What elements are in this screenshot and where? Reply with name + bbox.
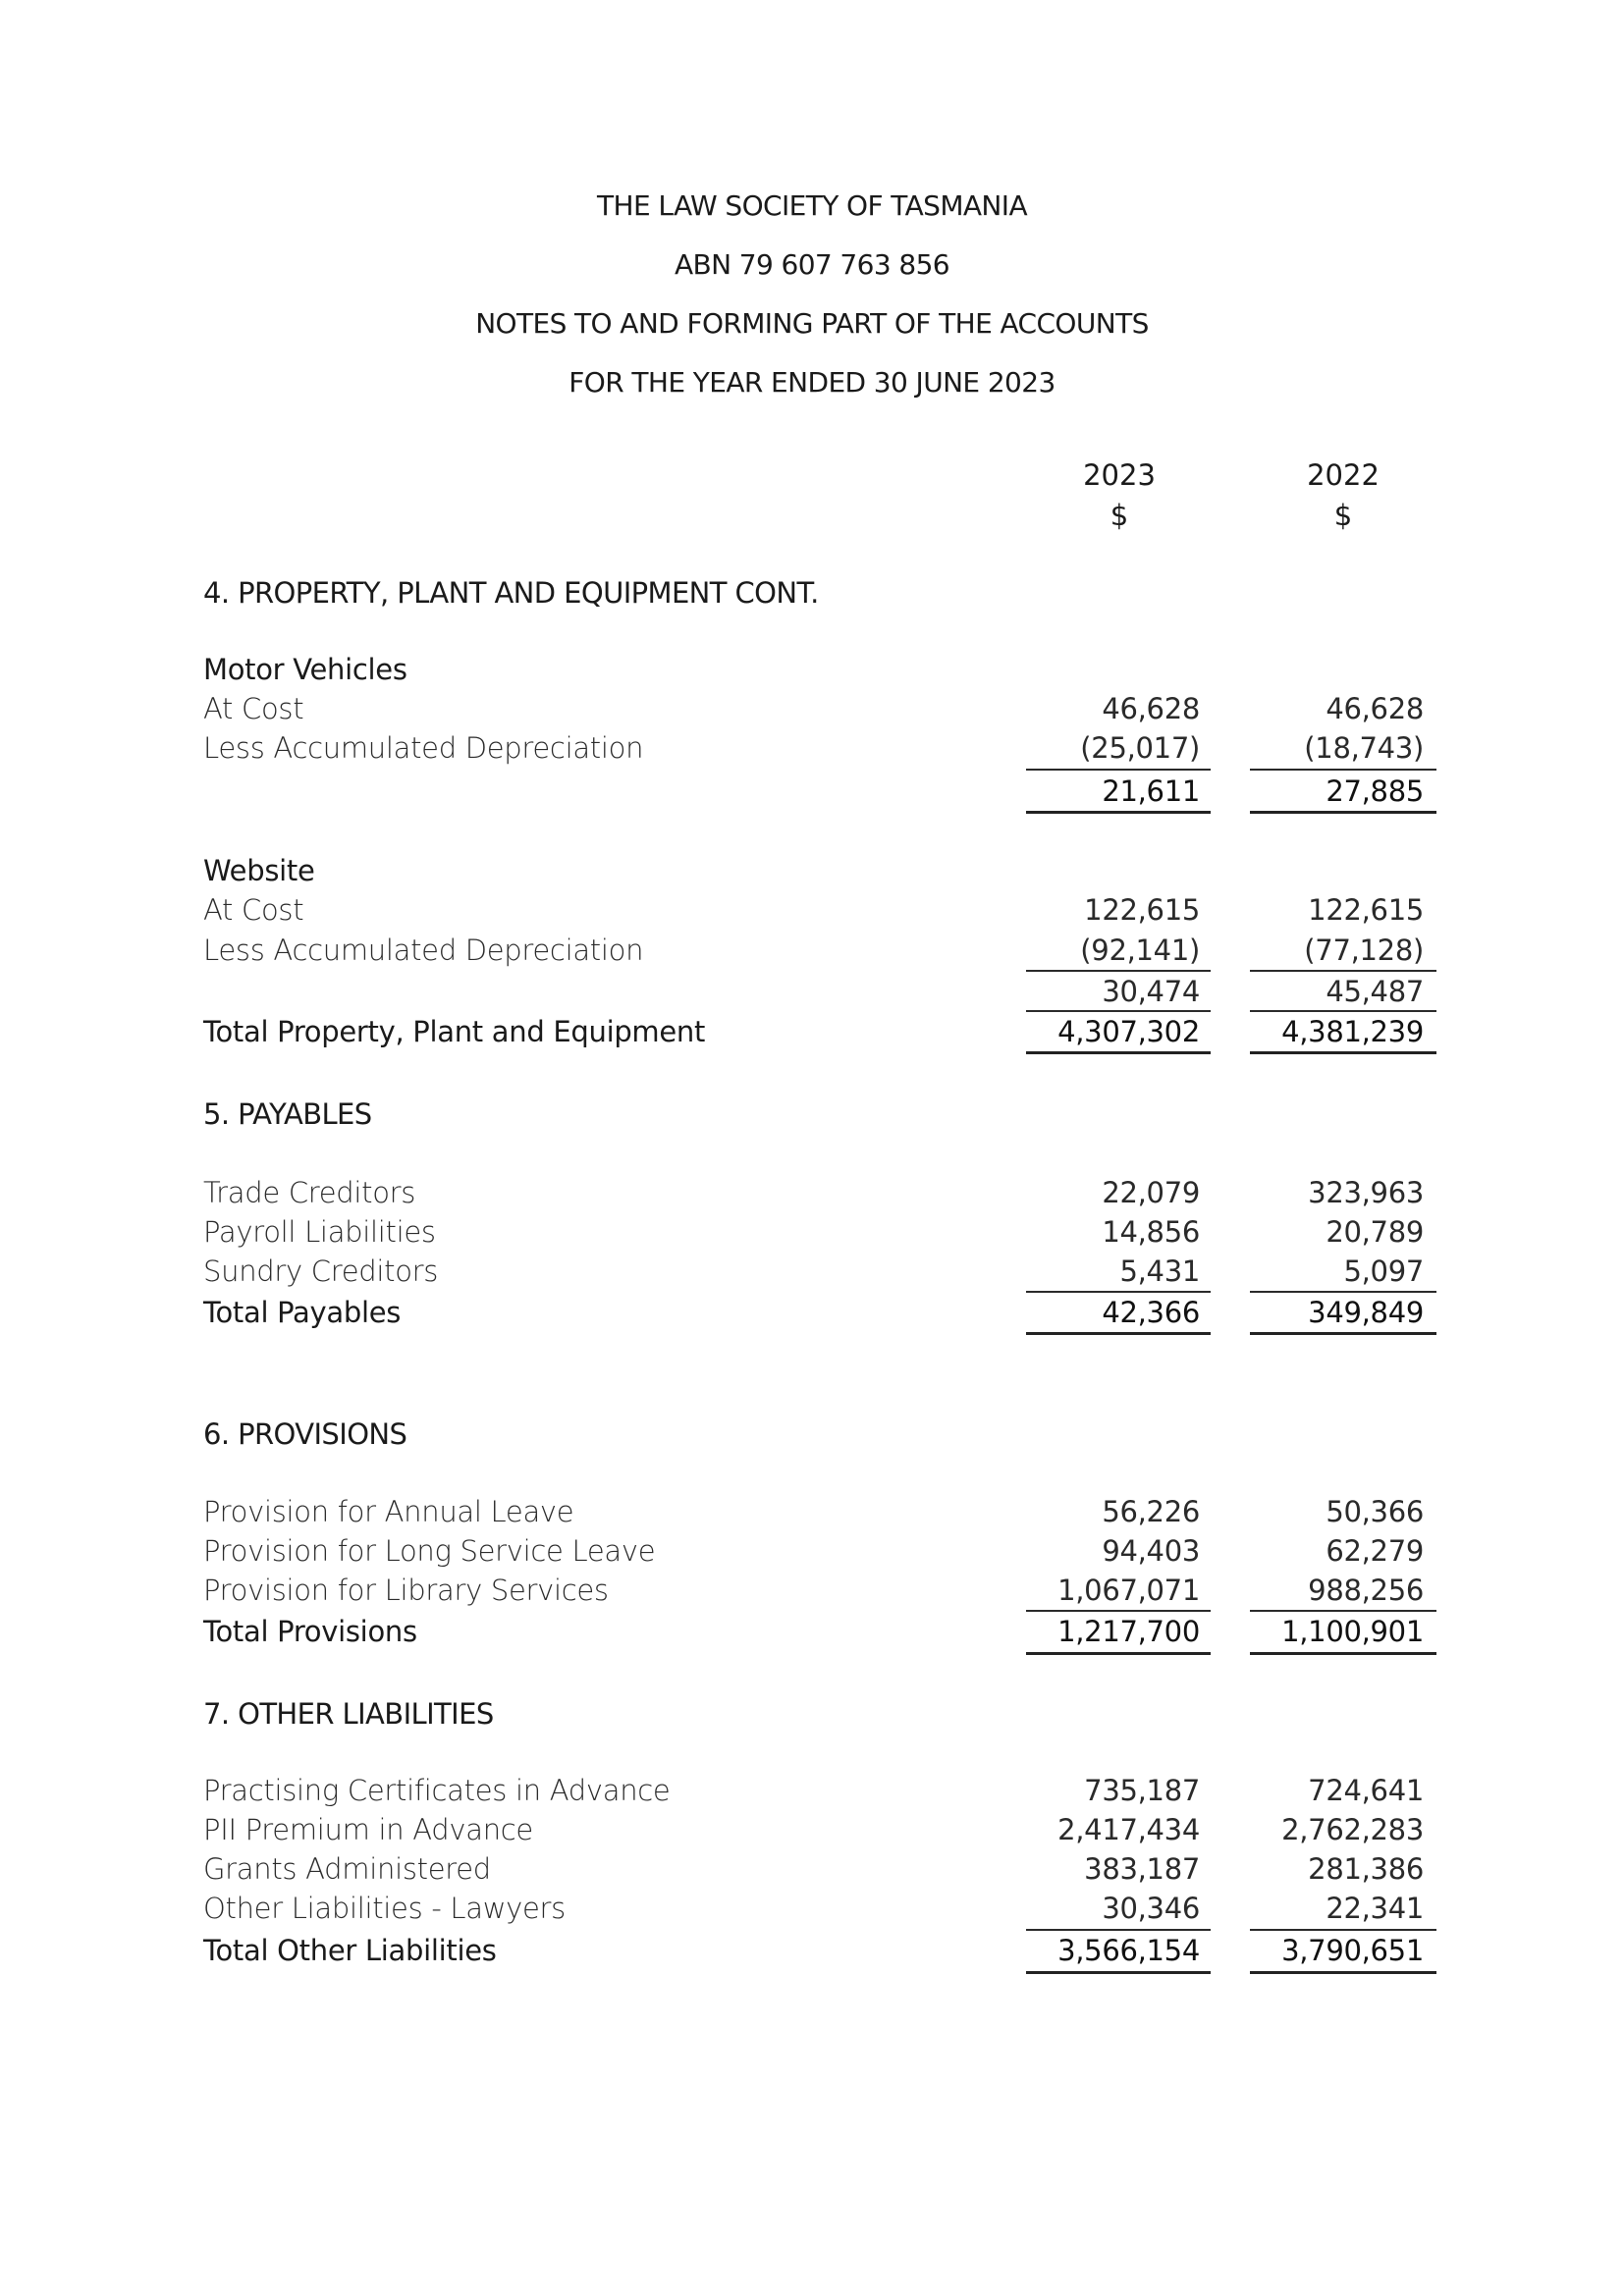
abn: ABN 79 607 763 856 xyxy=(674,248,950,281)
row-label: At Cost xyxy=(203,692,304,725)
table-row xyxy=(0,1533,1624,1573)
row-label: Practising Certificates in Advance xyxy=(203,1774,671,1807)
row-label: Other Liabilities - Lawyers xyxy=(203,1892,566,1925)
value-2023: 46,628 xyxy=(1102,692,1200,725)
subtotal-rule xyxy=(1250,970,1436,972)
row-label: At Cost xyxy=(203,893,304,927)
website-at-cost-row xyxy=(0,892,1624,932)
subtotal-rule xyxy=(1026,1291,1211,1293)
subtotal-rule xyxy=(1026,1010,1211,1012)
website-heading-row xyxy=(0,853,1624,892)
total-rule xyxy=(1250,1652,1436,1655)
value-2022: 20,789 xyxy=(1326,1215,1424,1249)
subtotal-rule xyxy=(1026,1610,1211,1612)
value-2023: 30,474 xyxy=(1102,975,1200,1008)
table-row xyxy=(0,1812,1624,1851)
total-rule xyxy=(1026,1971,1211,1974)
total-rule xyxy=(1250,811,1436,814)
row-label: Total Property, Plant and Equipment xyxy=(203,1015,706,1048)
row-label: Trade Creditors xyxy=(203,1176,416,1209)
total-rule xyxy=(1026,1652,1211,1655)
table-row xyxy=(0,1851,1624,1891)
row-label: Provision for Annual Leave xyxy=(203,1495,574,1528)
row-label: Payroll Liabilities xyxy=(203,1215,436,1249)
value-2022: 281,386 xyxy=(1308,1852,1424,1886)
subtotal-rule xyxy=(1250,1010,1436,1012)
value-2023: 94,403 xyxy=(1102,1534,1200,1568)
value-2023: 30,346 xyxy=(1102,1892,1200,1925)
value-2023: (25,017) xyxy=(1080,731,1200,765)
subtotal-rule xyxy=(1026,1929,1211,1931)
subtotal-rule xyxy=(1026,769,1211,771)
motor-at-cost-row xyxy=(0,691,1624,730)
value-2022: 22,341 xyxy=(1326,1892,1424,1925)
table-row xyxy=(0,1254,1624,1293)
value-2022: 46,628 xyxy=(1326,692,1424,725)
value-2023: 735,187 xyxy=(1084,1774,1200,1807)
section-7-title: 7. OTHER LIABILITIES xyxy=(203,1697,494,1731)
value-2023: 5,431 xyxy=(1119,1255,1200,1288)
motor-net-row xyxy=(0,774,1624,813)
value-2023: 2,417,434 xyxy=(1057,1813,1200,1846)
table-row xyxy=(0,1573,1624,1612)
subtotal-rule xyxy=(1250,1610,1436,1612)
motor-depreciation-row xyxy=(0,730,1624,770)
row-label: Total Payables xyxy=(203,1296,402,1329)
value-2023: 42,366 xyxy=(1102,1296,1200,1329)
value-2022: (77,128) xyxy=(1304,934,1424,967)
value-2022: 45,487 xyxy=(1326,975,1424,1008)
value-2022: (18,743) xyxy=(1304,731,1424,765)
total-other-liabilities-row xyxy=(0,1933,1624,1972)
value-2023: (92,141) xyxy=(1080,934,1200,967)
value-2023: 22,079 xyxy=(1102,1176,1200,1209)
value-2022: 62,279 xyxy=(1326,1534,1424,1568)
total-rule xyxy=(1026,811,1211,814)
value-2022: 50,366 xyxy=(1326,1495,1424,1528)
row-label: Grants Administered xyxy=(203,1852,491,1886)
value-2023: 383,187 xyxy=(1084,1852,1200,1886)
value-2023: 4,307,302 xyxy=(1057,1015,1200,1048)
total-provisions-row xyxy=(0,1614,1624,1653)
table-row xyxy=(0,1214,1624,1254)
value-2022: 1,100,901 xyxy=(1281,1615,1424,1648)
value-2023: 21,611 xyxy=(1102,774,1200,808)
value-2022: 323,963 xyxy=(1308,1176,1424,1209)
value-2023: 56,226 xyxy=(1102,1495,1200,1528)
value-2022: 4,381,239 xyxy=(1281,1015,1424,1048)
row-label: Less Accumulated Depreciation xyxy=(203,731,644,765)
section-5-title: 5. PAYABLES xyxy=(203,1097,372,1131)
value-2022: 27,885 xyxy=(1326,774,1424,808)
column-year-2022: 2022 xyxy=(1307,458,1380,492)
website-heading: Website xyxy=(203,854,315,887)
total-rule xyxy=(1026,1051,1211,1054)
row-label: Sundry Creditors xyxy=(203,1255,439,1288)
value-2023: 122,615 xyxy=(1084,893,1200,927)
value-2022: 724,641 xyxy=(1308,1774,1424,1807)
total-rule xyxy=(1250,1971,1436,1974)
section-4-title: 4. PROPERTY, PLANT AND EQUIPMENT CONT. xyxy=(203,576,819,610)
value-2022: 2,762,283 xyxy=(1281,1813,1424,1846)
value-2023: 14,856 xyxy=(1102,1215,1200,1249)
subtotal-rule xyxy=(1026,970,1211,972)
row-label: Provision for Long Service Leave xyxy=(203,1534,656,1568)
row-label: Total Other Liabilities xyxy=(203,1934,497,1967)
value-2022: 5,097 xyxy=(1343,1255,1424,1288)
website-net-row xyxy=(0,974,1624,1013)
subtotal-rule xyxy=(1250,1929,1436,1931)
value-2023: 3,566,154 xyxy=(1057,1934,1200,1967)
table-row xyxy=(0,1773,1624,1812)
table-row xyxy=(0,1891,1624,1930)
row-label: PII Premium in Advance xyxy=(203,1813,533,1846)
value-2022: 122,615 xyxy=(1308,893,1424,927)
table-row xyxy=(0,1494,1624,1533)
value-2022: 349,849 xyxy=(1308,1296,1424,1329)
row-label: Total Provisions xyxy=(203,1615,417,1648)
value-2022: 3,790,651 xyxy=(1281,1934,1424,1967)
total-rule xyxy=(1250,1332,1436,1335)
website-depreciation-row xyxy=(0,933,1624,972)
value-2023: 1,067,071 xyxy=(1057,1574,1200,1607)
subtotal-rule xyxy=(1250,769,1436,771)
row-label: Less Accumulated Depreciation xyxy=(203,934,644,967)
column-currency-2023: $ xyxy=(1110,499,1129,532)
motor-vehicles-heading: Motor Vehicles xyxy=(203,653,407,686)
value-2023: 1,217,700 xyxy=(1057,1615,1200,1648)
total-payables-row xyxy=(0,1295,1624,1334)
period-title: FOR THE YEAR ENDED 30 JUNE 2023 xyxy=(568,366,1056,399)
motor-vehicles-heading-row xyxy=(0,652,1624,691)
section-6-title: 6. PROVISIONS xyxy=(203,1417,407,1451)
org-name: THE LAW SOCIETY OF TASMANIA xyxy=(597,189,1027,222)
table-row xyxy=(0,1175,1624,1214)
total-rule xyxy=(1250,1051,1436,1054)
subtotal-rule xyxy=(1250,1291,1436,1293)
total-rule xyxy=(1026,1332,1211,1335)
notes-title: NOTES TO AND FORMING PART OF THE ACCOUNTS xyxy=(475,307,1149,340)
column-year-2023: 2023 xyxy=(1083,458,1156,492)
total-ppe-row xyxy=(0,1014,1624,1053)
value-2022: 988,256 xyxy=(1308,1574,1424,1607)
column-currency-2022: $ xyxy=(1333,499,1353,532)
row-label: Provision for Library Services xyxy=(203,1574,609,1607)
